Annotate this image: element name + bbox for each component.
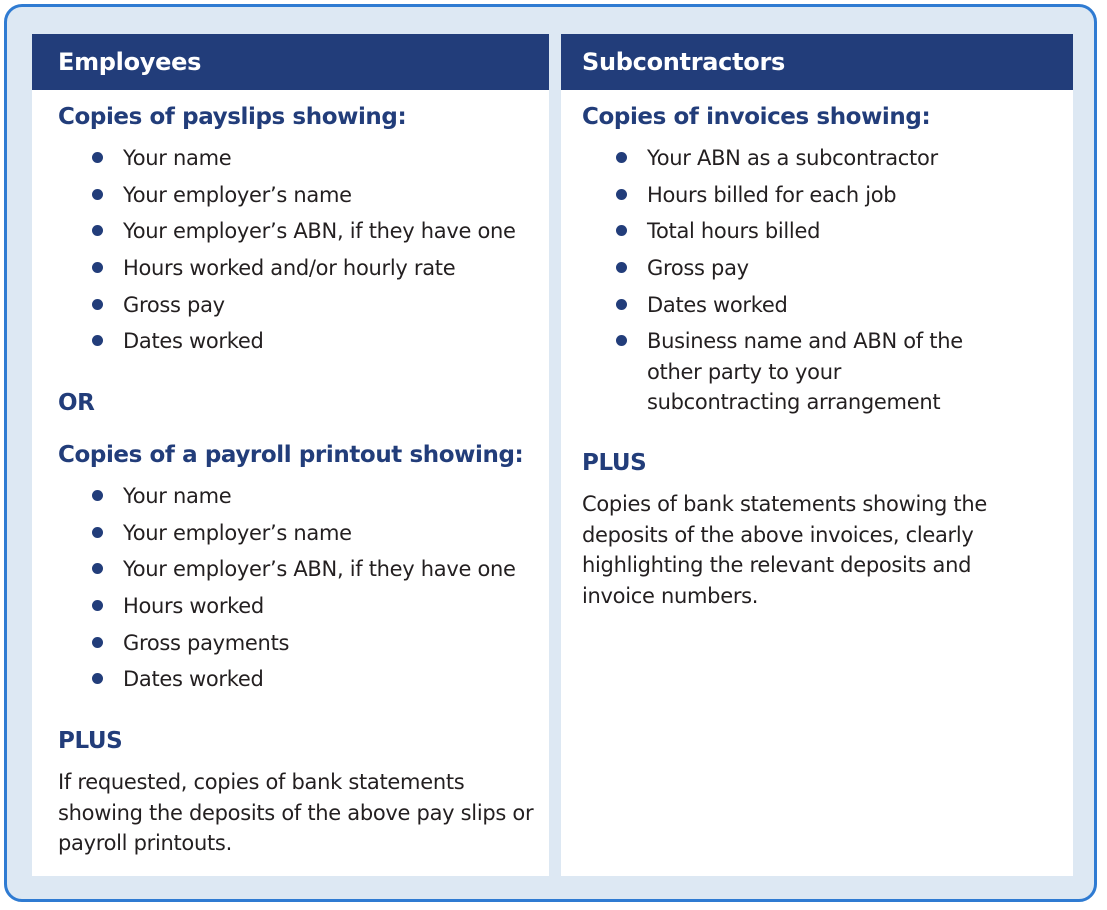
subcontractors-plus-text: Copies of bank statements showing the deposits of the above invoices, clearly highlighting the relevant deposits and invoice numbers. <box>582 492 987 608</box>
list-item: Gross pay <box>582 253 992 283</box>
list-item: Hours worked and/or hourly rate <box>58 253 516 283</box>
list-item: Your employer’s ABN, if they have one <box>58 216 516 246</box>
list-item: Dates worked <box>58 326 516 356</box>
payroll-title: Copies of a payroll printout showing: <box>58 442 524 468</box>
bullet-icon <box>92 225 103 236</box>
bullet-icon <box>92 152 103 163</box>
list-item: Dates worked <box>582 290 992 320</box>
employees-plus-label: PLUS <box>58 728 123 754</box>
bullet-icon <box>616 189 627 200</box>
subcontractors-column <box>561 34 1073 876</box>
subcontractors-plus-label: PLUS <box>582 450 647 476</box>
bullet-icon <box>616 262 627 273</box>
list-item: Your employer’s name <box>58 518 516 548</box>
list-item: Gross pay <box>58 290 516 320</box>
bullet-icon <box>92 299 103 310</box>
bullet-icon <box>92 262 103 273</box>
payslips-title: Copies of payslips showing: <box>58 104 407 130</box>
payroll-list <box>58 481 516 701</box>
list-item: Dates worked <box>58 664 516 694</box>
bullet-icon <box>616 335 627 346</box>
list-item: Your employer’s name <box>58 180 516 210</box>
bullet-icon <box>92 637 103 648</box>
list-item: Business name and ABN of the other party to your subcontracting arrangement <box>582 326 992 418</box>
list-item: Total hours billed <box>582 216 992 246</box>
bullet-icon <box>616 299 627 310</box>
list-item: Your name <box>58 143 516 173</box>
bullet-icon <box>92 673 103 684</box>
employees-column <box>32 34 549 876</box>
bullet-icon <box>92 490 103 501</box>
list-item: Your employer’s ABN, if they have one <box>58 554 516 584</box>
bullet-icon <box>92 600 103 611</box>
or-label: OR <box>58 390 95 416</box>
subcontractors-header: Subcontractors <box>561 34 1073 90</box>
invoices-list <box>582 143 992 425</box>
list-item: Gross payments <box>58 628 516 658</box>
bullet-icon <box>92 563 103 574</box>
list-item: Hours worked <box>58 591 516 621</box>
bullet-icon <box>616 152 627 163</box>
bullet-icon <box>92 335 103 346</box>
list-item: Hours billed for each job <box>582 180 992 210</box>
list-item: Your name <box>58 481 516 511</box>
bullet-icon <box>92 189 103 200</box>
invoices-title: Copies of invoices showing: <box>582 104 931 130</box>
list-item: Your ABN as a subcontractor <box>582 143 992 173</box>
employees-header: Employees <box>32 34 549 90</box>
employees-plus-text: If requested, copies of bank statements showing the deposits of the above pay slips or payroll printouts. <box>58 770 534 855</box>
bullet-icon <box>92 527 103 538</box>
bullet-icon <box>616 225 627 236</box>
payslips-list <box>58 143 516 363</box>
